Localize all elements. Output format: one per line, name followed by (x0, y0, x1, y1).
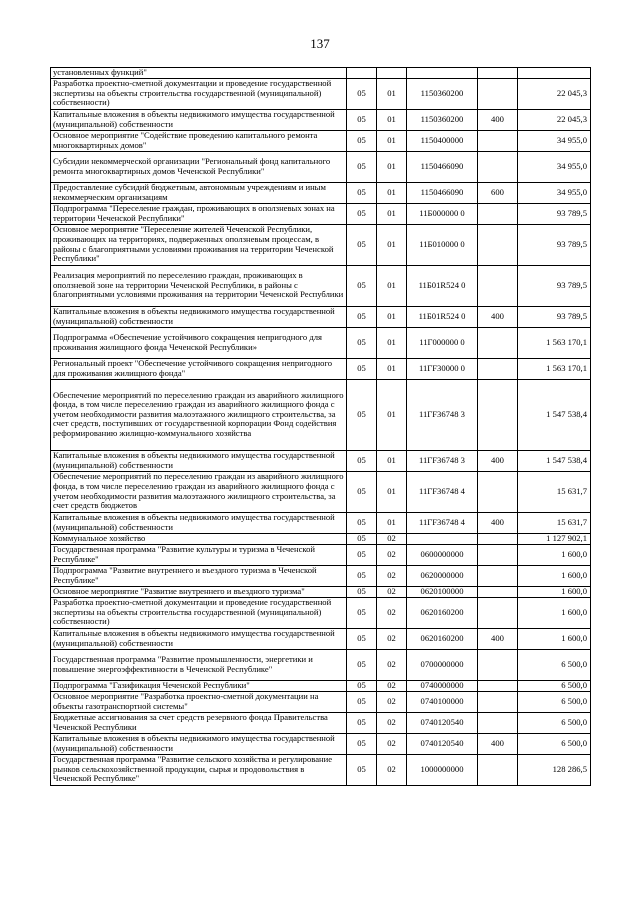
name-cell: Капитальные вложения в объекты недвижимого имущества государственной (муниципальной) собственности (51, 628, 347, 649)
target-article-cell: 11ГF36748 4 (407, 512, 478, 533)
section-code-cell: 05 (347, 471, 377, 512)
target-article-cell: 0740120540 (407, 733, 478, 754)
amount-cell: 1 563 170,1 (518, 327, 591, 358)
target-article-cell: 11Б000000 0 (407, 203, 478, 224)
name-cell: Реализация мероприятий по переселению граждан, проживающих в оползневой зоне на территории Чеченской Республики, в районы с благоприятными условиями проживания на территории Чеченской Республики (51, 265, 347, 306)
budget-table (50, 67, 591, 786)
section-code-cell: 05 (347, 327, 377, 358)
name-cell: Капитальные вложения в объекты недвижимого имущества государственной (муниципальной) собственности (51, 109, 347, 130)
subsection-code-cell: 02 (377, 628, 407, 649)
amount-cell: 22 045,3 (518, 109, 591, 130)
table-row (51, 265, 591, 306)
name-cell: Обеспечение мероприятий по переселению граждан из аварийного жилищного фонда, в том числе переселению граждан из аварийного жилищного фонда с учетом необходимости развития малоэтажного жилищного строительства, за счет средств бюджетов (51, 471, 347, 512)
section-code-cell: 05 (347, 203, 377, 224)
subsection-code-cell: 01 (377, 379, 407, 450)
amount-cell: 6 500,0 (518, 691, 591, 712)
target-article-cell: 0740120540 (407, 712, 478, 733)
expense-type-cell (478, 471, 518, 512)
target-article-cell: 0740000000 (407, 680, 478, 691)
table-row (51, 691, 591, 712)
section-code-cell: 05 (347, 224, 377, 265)
section-code-cell: 05 (347, 306, 377, 327)
subsection-code-cell: 02 (377, 733, 407, 754)
amount-cell: 1 600,0 (518, 565, 591, 586)
name-cell: Основное мероприятие "Развитие внутреннего и въездного туризма" (51, 586, 347, 597)
target-article-cell: 0620100000 (407, 586, 478, 597)
subsection-code-cell: 01 (377, 450, 407, 471)
table-row (51, 358, 591, 379)
name-cell: Государственная программа "Развитие культуры и туризма в Чеченской Республике" (51, 544, 347, 565)
target-article-cell: 1000000000 (407, 754, 478, 785)
expense-type-cell (478, 224, 518, 265)
target-article-cell: 0600000000 (407, 544, 478, 565)
name-cell: установленных функций" (51, 68, 347, 79)
amount-cell: 1 600,0 (518, 544, 591, 565)
amount-cell: 34 955,0 (518, 130, 591, 151)
target-article-cell: 0620000000 (407, 565, 478, 586)
amount-cell: 1 547 538,4 (518, 379, 591, 450)
section-code-cell: 05 (347, 680, 377, 691)
table-row (51, 203, 591, 224)
table-row (51, 182, 591, 203)
section-code-cell: 05 (347, 512, 377, 533)
amount-cell: 34 955,0 (518, 182, 591, 203)
target-article-cell: 1150360200 (407, 78, 478, 109)
table-row (51, 68, 591, 79)
amount-cell: 93 789,5 (518, 203, 591, 224)
target-article-cell: 0700000000 (407, 649, 478, 680)
section-code-cell: 05 (347, 754, 377, 785)
expense-type-cell: 400 (478, 450, 518, 471)
subsection-code-cell: 01 (377, 151, 407, 182)
amount-cell: 1 600,0 (518, 586, 591, 597)
amount-cell: 6 500,0 (518, 680, 591, 691)
section-code-cell: 05 (347, 109, 377, 130)
table-row (51, 379, 591, 450)
name-cell: Капитальные вложения в объекты недвижимого имущества государственной (муниципальной) собственности (51, 733, 347, 754)
subsection-code-cell: 02 (377, 754, 407, 785)
table-row (51, 712, 591, 733)
section-code-cell: 05 (347, 358, 377, 379)
amount-cell: 34 955,0 (518, 151, 591, 182)
expense-type-cell (478, 327, 518, 358)
name-cell: Капитальные вложения в объекты недвижимого имущества государственной (муниципальной) собственности (51, 306, 347, 327)
expense-type-cell: 400 (478, 628, 518, 649)
expense-type-cell: 400 (478, 306, 518, 327)
subsection-code-cell: 01 (377, 109, 407, 130)
name-cell: Бюджетные ассигнования за счет средств резервного фонда Правительства Чеченской Республики (51, 712, 347, 733)
name-cell: Подпрограмма "Развитие внутреннего и въездного туризма в Чеченской Республике" (51, 565, 347, 586)
section-code-cell: 05 (347, 544, 377, 565)
expense-type-cell (478, 597, 518, 628)
amount-cell: 1 563 170,1 (518, 358, 591, 379)
name-cell: Основное мероприятие "Разработка проектно-сметной документации на объекты газотранспортной системы" (51, 691, 347, 712)
target-article-cell: 1150360200 (407, 109, 478, 130)
target-article-cell: 0740100000 (407, 691, 478, 712)
expense-type-cell (478, 533, 518, 544)
subsection-code-cell: 01 (377, 471, 407, 512)
subsection-code-cell: 02 (377, 544, 407, 565)
name-cell: Государственная программа "Развитие промышленности, энергетики и повышение энергоэффективности в Чеченской Республике" (51, 649, 347, 680)
expense-type-cell (478, 754, 518, 785)
page-number: 137 (310, 36, 330, 51)
name-cell: Основное мероприятие "Содействие проведению капитального ремонта многоквартирных домов" (51, 130, 347, 151)
subsection-code-cell: 01 (377, 358, 407, 379)
expense-type-cell (478, 130, 518, 151)
expense-type-cell (478, 680, 518, 691)
target-article-cell: 0620160200 (407, 597, 478, 628)
table-row (51, 597, 591, 628)
expense-type-cell: 600 (478, 182, 518, 203)
target-article-cell: 11ГF36748 4 (407, 471, 478, 512)
table-body (51, 68, 591, 786)
subsection-code-cell: 01 (377, 327, 407, 358)
expense-type-cell: 400 (478, 109, 518, 130)
subsection-code-cell: 02 (377, 533, 407, 544)
target-article-cell (407, 68, 478, 79)
amount-cell: 93 789,5 (518, 224, 591, 265)
target-article-cell: 11Г000000 0 (407, 327, 478, 358)
table-row (51, 533, 591, 544)
subsection-code-cell: 02 (377, 680, 407, 691)
expense-type-cell (478, 203, 518, 224)
amount-cell: 128 286,5 (518, 754, 591, 785)
subsection-code-cell: 01 (377, 182, 407, 203)
amount-cell (518, 68, 591, 79)
amount-cell: 6 500,0 (518, 712, 591, 733)
table-row (51, 512, 591, 533)
section-code-cell: 05 (347, 691, 377, 712)
target-article-cell: 1150466090 (407, 182, 478, 203)
name-cell: Субсидии некоммерческой организации "Региональный фонд капитального ремонта многоквартирных домов Чеченской Республики" (51, 151, 347, 182)
section-code-cell: 05 (347, 586, 377, 597)
subsection-code-cell: 02 (377, 597, 407, 628)
section-code-cell: 05 (347, 649, 377, 680)
table-row (51, 109, 591, 130)
table-row (51, 628, 591, 649)
target-article-cell: 1150400000 (407, 130, 478, 151)
table-row (51, 733, 591, 754)
target-article-cell: 11Б01R524 0 (407, 265, 478, 306)
section-code-cell: 05 (347, 565, 377, 586)
subsection-code-cell: 01 (377, 512, 407, 533)
table-row (51, 471, 591, 512)
amount-cell: 15 631,7 (518, 512, 591, 533)
subsection-code-cell: 02 (377, 712, 407, 733)
target-article-cell: 11ГF30000 0 (407, 358, 478, 379)
expense-type-cell: 400 (478, 512, 518, 533)
amount-cell: 22 045,3 (518, 78, 591, 109)
subsection-code-cell: 02 (377, 649, 407, 680)
section-code-cell: 05 (347, 130, 377, 151)
expense-type-cell (478, 379, 518, 450)
amount-cell: 6 500,0 (518, 649, 591, 680)
section-code-cell: 05 (347, 712, 377, 733)
target-article-cell: 11Б01R524 0 (407, 306, 478, 327)
amount-cell: 15 631,7 (518, 471, 591, 512)
target-article-cell (407, 533, 478, 544)
section-code-cell: 05 (347, 533, 377, 544)
table-row (51, 544, 591, 565)
expense-type-cell (478, 586, 518, 597)
section-code-cell: 05 (347, 182, 377, 203)
name-cell: Предоставление субсидий бюджетным, автономным учреждениям и иным некоммерческим организациям (51, 182, 347, 203)
amount-cell: 1 127 902,1 (518, 533, 591, 544)
expense-type-cell (478, 691, 518, 712)
expense-type-cell (478, 68, 518, 79)
target-article-cell: 11ГF36748 3 (407, 379, 478, 450)
target-article-cell: 0620160200 (407, 628, 478, 649)
name-cell: Обеспечение мероприятий по переселению граждан из аварийного жилищного фонда, в том числе переселению граждан из аварийного жилищного фонда с учетом необходимости развития малоэтажного жилищного строительства, за счет средств, поступивших от государственной корпорации Фонд содействия реформированию жилищно-коммунального хозяйства (51, 379, 347, 450)
section-code-cell: 05 (347, 628, 377, 649)
amount-cell: 93 789,5 (518, 265, 591, 306)
name-cell: Подпрограмма "Газификация Чеченской Республики" (51, 680, 347, 691)
subsection-code-cell: 02 (377, 691, 407, 712)
section-code-cell: 05 (347, 78, 377, 109)
name-cell: Разработка проектно-сметной документации и проведение государственной экспертизы на объекты строительства государственной (муниципальной) собственности) (51, 597, 347, 628)
expense-type-cell (478, 265, 518, 306)
section-code-cell: 05 (347, 265, 377, 306)
subsection-code-cell: 01 (377, 78, 407, 109)
amount-cell: 1 600,0 (518, 597, 591, 628)
section-code-cell: 05 (347, 379, 377, 450)
table-row (51, 586, 591, 597)
table-row (51, 680, 591, 691)
name-cell: Подпрограмма «Обеспечение устойчивого сокращения непригодного для проживания жилищного фонда Чеченской Республики» (51, 327, 347, 358)
section-code-cell (347, 68, 377, 79)
table-row (51, 754, 591, 785)
name-cell: Капитальные вложения в объекты недвижимого имущества государственной (муниципальной) собственности (51, 512, 347, 533)
subsection-code-cell: 01 (377, 130, 407, 151)
table-row (51, 327, 591, 358)
subsection-code-cell: 01 (377, 224, 407, 265)
name-cell: Государственная программа "Развитие сельского хозяйства и регулирование рынков сельскохозяйственной продукции, сырья и продовольствия в Чеченской Республике" (51, 754, 347, 785)
amount-cell: 1 600,0 (518, 628, 591, 649)
name-cell: Основное мероприятие "Переселение жителей Чеченской Республики, проживающих на территориях, подверженных оползневым процессам, в районы с благоприятными условиями проживания на территории Чеченской Республики" (51, 224, 347, 265)
table-row (51, 306, 591, 327)
name-cell: Коммунальное хозяйство (51, 533, 347, 544)
table-row (51, 151, 591, 182)
expense-type-cell (478, 358, 518, 379)
section-code-cell: 05 (347, 597, 377, 628)
table-row (51, 130, 591, 151)
table-row (51, 450, 591, 471)
expense-type-cell (478, 649, 518, 680)
amount-cell: 1 547 538,4 (518, 450, 591, 471)
target-article-cell: 1150466090 (407, 151, 478, 182)
subsection-code-cell (377, 68, 407, 79)
subsection-code-cell: 02 (377, 586, 407, 597)
amount-cell: 6 500,0 (518, 733, 591, 754)
subsection-code-cell: 02 (377, 565, 407, 586)
section-code-cell: 05 (347, 450, 377, 471)
table-row (51, 649, 591, 680)
target-article-cell: 11Б010000 0 (407, 224, 478, 265)
expense-type-cell (478, 544, 518, 565)
expense-type-cell (478, 712, 518, 733)
expense-type-cell: 400 (478, 733, 518, 754)
target-article-cell: 11ГF36748 3 (407, 450, 478, 471)
section-code-cell: 05 (347, 733, 377, 754)
subsection-code-cell: 01 (377, 265, 407, 306)
subsection-code-cell: 01 (377, 203, 407, 224)
table-row (51, 224, 591, 265)
subsection-code-cell: 01 (377, 306, 407, 327)
expense-type-cell (478, 565, 518, 586)
table-row (51, 78, 591, 109)
expense-type-cell (478, 151, 518, 182)
name-cell: Разработка проектно-сметной документации и проведение государственной экспертизы на объекты строительства государственной (муниципальной) собственности) (51, 78, 347, 109)
amount-cell: 93 789,5 (518, 306, 591, 327)
expense-type-cell (478, 78, 518, 109)
section-code-cell: 05 (347, 151, 377, 182)
name-cell: Капитальные вложения в объекты недвижимого имущества государственной (муниципальной) собственности (51, 450, 347, 471)
name-cell: Региональный проект "Обеспечение устойчивого сокращения непригодного для проживания жилищного фонда" (51, 358, 347, 379)
name-cell: Подпрограмма "Переселение граждан, проживающих в оползневых зонах на территории Чеченской Республики" (51, 203, 347, 224)
table-row (51, 565, 591, 586)
